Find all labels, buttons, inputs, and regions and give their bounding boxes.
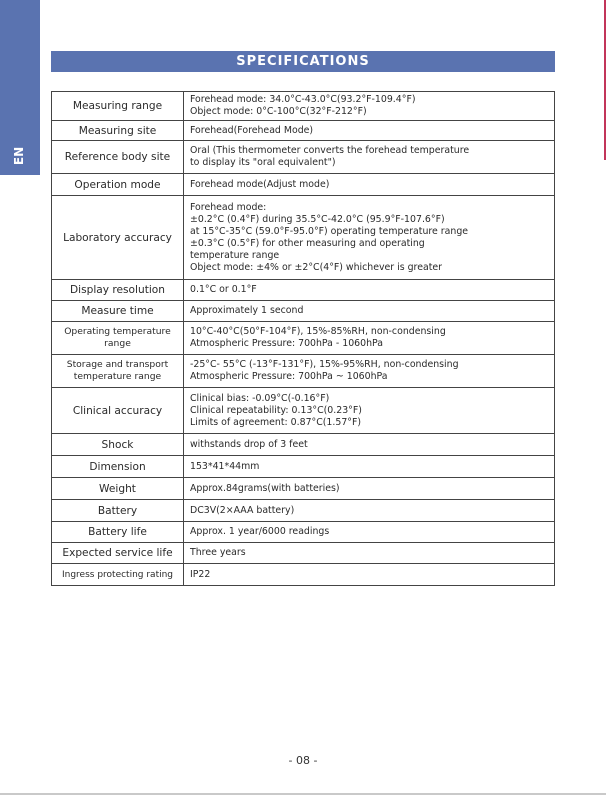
row-value: Forehead mode: ±0.2°C (0.4°F) during 35.5°C-42.0°C (95.9°F-107.6°F) at 15°C-35°C (59.0°F-95.0°F) operating temperature range ±0.3°C (0.5°F) for other measuring and operating temperature range Object mode: ±4% or ±2°C(4°F) whichever is greater	[184, 196, 555, 280]
row-label: Battery life	[52, 522, 184, 543]
row-value: DC3V(2×AAA battery)	[184, 500, 555, 522]
row-label: Measuring site	[52, 121, 184, 141]
row-value: Forehead(Forehead Mode)	[184, 121, 555, 141]
table-row	[52, 434, 555, 456]
table-row	[52, 174, 555, 196]
table-row	[52, 92, 555, 121]
row-label: Weight	[52, 478, 184, 500]
specifications-header: SPECIFICATIONS	[51, 51, 555, 72]
row-value: Forehead mode(Adjust mode)	[184, 174, 555, 196]
row-label: Measure time	[52, 301, 184, 322]
row-value: Oral (This thermometer converts the forehead temperature to display its "oral equivalent")	[184, 141, 555, 174]
table-row	[52, 478, 555, 500]
table-row	[52, 564, 555, 586]
row-label: Ingress protecting rating	[52, 564, 184, 586]
row-label: Expected service life	[52, 543, 184, 564]
row-value: Approximately 1 second	[184, 301, 555, 322]
table-row	[52, 280, 555, 301]
page-number: - 08 -	[288, 754, 318, 767]
row-label: Dimension	[52, 456, 184, 478]
row-value: IP22	[184, 564, 555, 586]
row-label: Clinical accuracy	[52, 388, 184, 434]
row-label: Operation mode	[52, 174, 184, 196]
language-side-tab	[0, 0, 40, 175]
row-value: 153*41*44mm	[184, 456, 555, 478]
table-row	[52, 388, 555, 434]
table-row	[52, 543, 555, 564]
row-label: Shock	[52, 434, 184, 456]
row-label: Measuring range	[52, 92, 184, 121]
specifications-table	[51, 91, 555, 586]
table-row	[52, 322, 555, 355]
row-value: Three years	[184, 543, 555, 564]
language-label: EN	[12, 146, 26, 166]
row-value: 10°C-40°C(50°F-104°F), 15%-85%RH, non-condensing Atmospheric Pressure: 700hPa - 1060hPa	[184, 322, 555, 355]
table-row	[52, 301, 555, 322]
row-label: Battery	[52, 500, 184, 522]
row-label: Operating temperature range	[52, 322, 184, 355]
table-row	[52, 456, 555, 478]
row-label: Display resolution	[52, 280, 184, 301]
row-value: 0.1°C or 0.1°F	[184, 280, 555, 301]
row-value: Approx.84grams(with batteries)	[184, 478, 555, 500]
row-label: Laboratory accuracy	[52, 196, 184, 280]
row-value: withstands drop of 3 feet	[184, 434, 555, 456]
table-row	[52, 196, 555, 280]
table-row	[52, 500, 555, 522]
table-row	[52, 355, 555, 388]
row-value: Clinical bias: -0.09°C(-0.16°F) Clinical repeatability: 0.13°C(0.23°F) Limits of agreement: 0.87°C(1.57°F)	[184, 388, 555, 434]
table-row	[52, 522, 555, 543]
row-value: Forehead mode: 34.0°C-43.0°C(93.2°F-109.4°F) Object mode: 0°C-100°C(32°F-212°F)	[184, 92, 555, 121]
row-value: Approx. 1 year/6000 readings	[184, 522, 555, 543]
row-label: Reference body site	[52, 141, 184, 174]
row-value: -25°C- 55°C (-13°F-131°F), 15%-95%RH, non-condensing Atmospheric Pressure: 700hPa ~ 1060hPa	[184, 355, 555, 388]
table-row	[52, 121, 555, 141]
table-row	[52, 141, 555, 174]
row-label: Storage and transport temperature range	[52, 355, 184, 388]
